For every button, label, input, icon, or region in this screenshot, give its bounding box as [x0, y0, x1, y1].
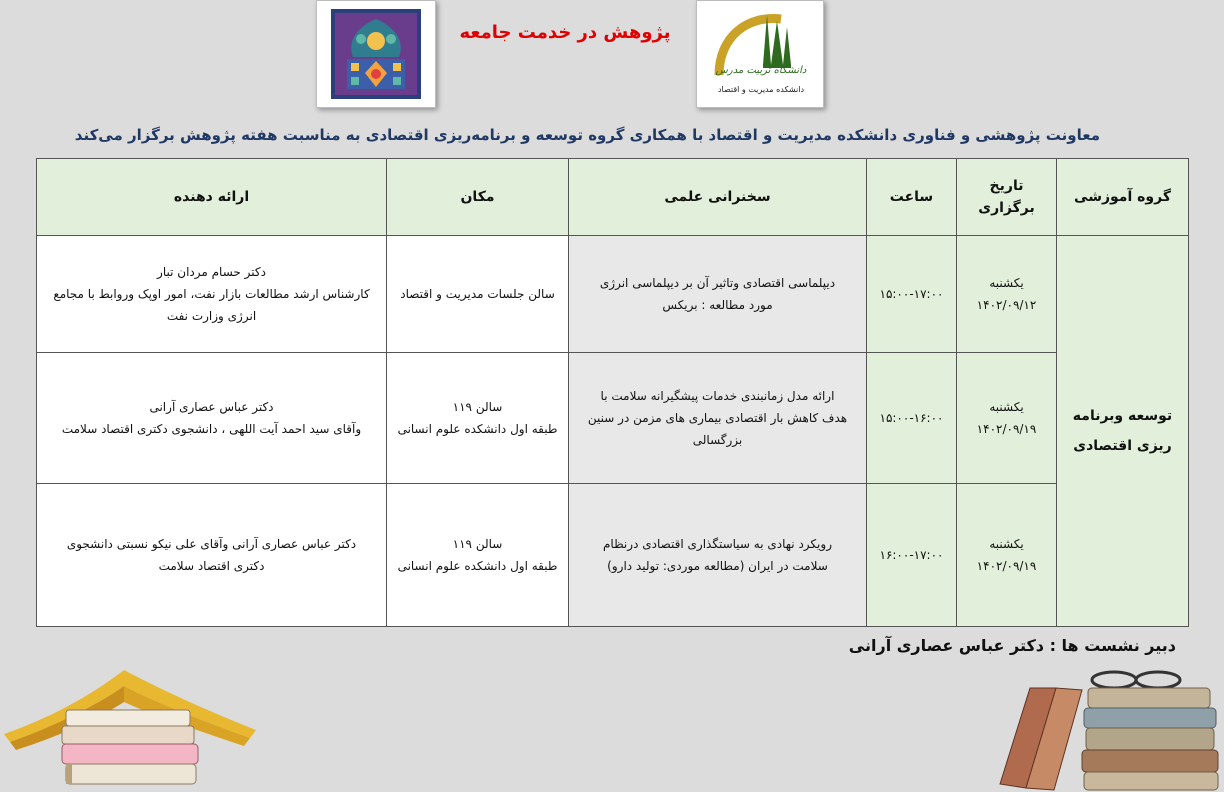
date-text: ۱۴۰۲/۰۹/۱۹: [976, 422, 1037, 436]
date-cell: [957, 353, 1057, 484]
date-text: ۱۴۰۲/۰۹/۱۹: [976, 559, 1037, 573]
table-row: [37, 236, 1189, 353]
date-cell: [957, 236, 1057, 353]
tagline: پژوهش در خدمت جامعه: [459, 22, 671, 43]
place-cell: [387, 484, 569, 627]
university-name: دانشگاه تربیت مدرس: [715, 65, 807, 76]
lecture-line2: هدف کاهش بار اقتصادی بیماری های مزمن در سنین: [587, 411, 848, 425]
day-text: یکشنبه: [989, 537, 1024, 551]
header-place: مکان: [387, 159, 569, 236]
header-group: گروه آموزشی: [1057, 159, 1189, 236]
lecture-line1: دیپلماسی اقتصادی وتاثیر آن بر دیپلماسی انرژی: [599, 276, 836, 290]
presenter-line2: کارشناس ارشد مطالعات بازار نفت، امور اوپک وروابط با مجامع: [53, 287, 370, 301]
presenter-cell: [37, 353, 387, 484]
presenter-line3: انرژی وزارت نفت: [166, 309, 257, 323]
header-date: [957, 159, 1057, 236]
group-name-line2: ریزی اقتصادی: [1073, 438, 1172, 454]
lecture-cell: [569, 353, 867, 484]
mosaic-emblem-icon: [317, 1, 435, 107]
lecture-line2: مورد مطالعه : بریکس: [662, 298, 773, 312]
header-date-line2: برگزاری: [978, 200, 1035, 216]
presenter-cell: [37, 236, 387, 353]
university-logo: [696, 0, 824, 108]
time-cell: ۱۵:۰۰-۱۶:۰۰: [867, 353, 957, 484]
lecture-line1: رویکرد نهادی به سیاستگذاری اقتصادی درنظام: [603, 537, 832, 551]
lecture-schedule-table: [36, 158, 1189, 627]
place-line1: سالن ۱۱۹: [452, 400, 503, 414]
books-stack-left-icon: [0, 662, 260, 788]
time-cell: ۱۵:۰۰-۱۷:۰۰: [867, 236, 957, 353]
place-cell: [387, 353, 569, 484]
time-cell: ۱۶:۰۰-۱۷:۰۰: [867, 484, 957, 627]
presenter-line1: دکتر عباس عصاری آرانی: [149, 400, 274, 414]
presenter-line2: وآقای سید احمد آیت اللهی ، دانشجوی دکتری اقتصاد سلامت: [61, 422, 362, 436]
faculty-name: دانشکده مدیریت و اقتصاد: [717, 85, 805, 94]
lecture-line2: سلامت در ایران (مطالعه موردی: تولید دارو): [607, 559, 828, 573]
lecture-cell: [569, 236, 867, 353]
date-text: ۱۴۰۲/۰۹/۱۲: [976, 298, 1037, 312]
header-lecture: سخنرانی علمی: [569, 159, 867, 236]
place-line2: طبقه اول دانشکده علوم انسانی: [397, 422, 558, 436]
day-text: یکشنبه: [989, 276, 1024, 290]
place-cell: [387, 236, 569, 353]
books-stack-right-icon: [990, 666, 1224, 792]
table-header-row: [37, 159, 1189, 236]
header-presenter: ارائه دهنده: [37, 159, 387, 236]
table-row: [37, 484, 1189, 627]
place-line1: سالن ۱۱۹: [452, 537, 503, 551]
lecture-line3: بزرگسالی: [692, 433, 743, 447]
presenter-line2: دکتری اقتصاد سلامت: [158, 559, 265, 573]
header-time: ساعت: [867, 159, 957, 236]
header-date-line1: تاریخ: [989, 178, 1024, 194]
date-cell: [957, 484, 1057, 627]
lecture-cell: [569, 484, 867, 627]
presenter-line1: دکتر عباس عصاری آرانی وآقای علی نیکو نسبتی دانشجوی: [66, 537, 357, 551]
group-name-line1: توسعه وبرنامه: [1072, 408, 1173, 424]
group-cell: [1057, 236, 1189, 627]
day-text: یکشنبه: [989, 400, 1024, 414]
place-line2: طبقه اول دانشکده علوم انسانی: [397, 559, 558, 573]
table-row: [37, 353, 1189, 484]
session-secretary: دبیر نشست ها : دکتر عباس عصاری آرانی: [848, 636, 1176, 655]
lecture-line1: ارائه مدل زمانبندی خدمات پیشگیرانه سلامت با: [600, 389, 835, 403]
place-line1: سالن جلسات مدیریت و اقتصاد: [400, 287, 555, 301]
presenter-line1: دکتر حسام مردان تبار: [157, 265, 266, 279]
presenter-cell: [37, 484, 387, 627]
research-week-logo: [316, 0, 436, 108]
event-headline: معاونت پژوهشی و فناوری دانشکده مدیریت و اقتصاد با همکاری گروه توسعه و برنامه‌ریزی اقتصادی به مناسبت هفته پژوهش برگزار می‌کند: [74, 126, 1100, 144]
